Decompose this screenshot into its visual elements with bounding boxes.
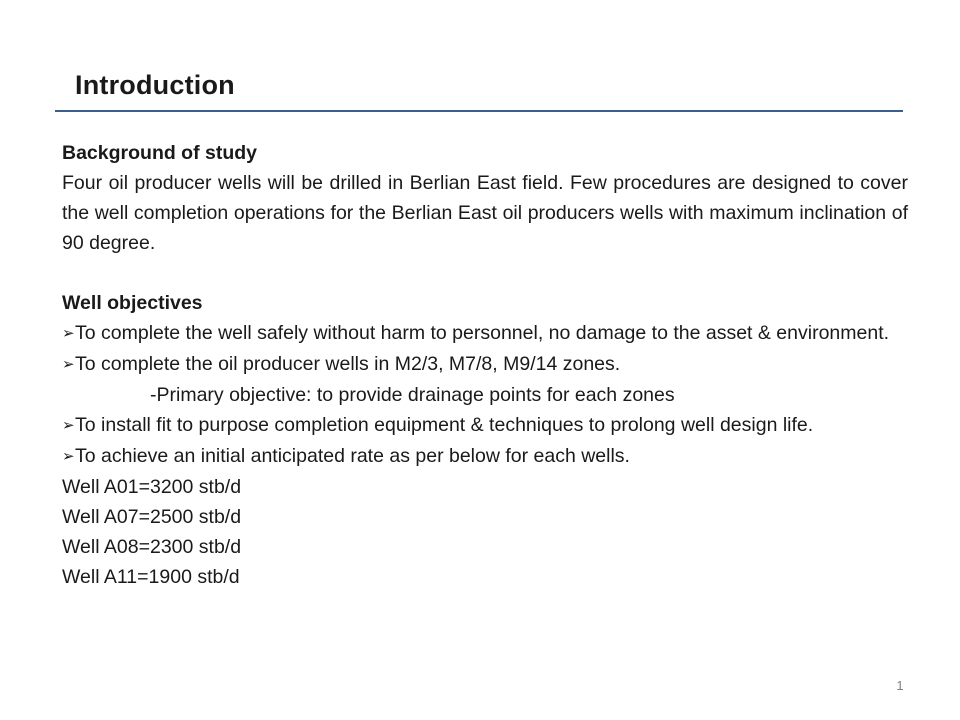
slide-title: Introduction (75, 70, 235, 100)
objective-text: To complete the oil producer wells in M2/3, M7/8, M9/14 zones. (75, 353, 621, 375)
spacer (62, 258, 908, 288)
slide-body (62, 138, 908, 592)
objective-text: To achieve an initial anticipated rate as per below for each wells. (75, 445, 630, 467)
arrow-bullet-icon: ➢ (62, 325, 75, 342)
arrow-bullet-icon: ➢ (62, 356, 75, 373)
rate-line: Well A01=3200 stb/d (62, 476, 242, 498)
title-divider (55, 110, 903, 112)
objective-item (62, 441, 908, 472)
arrow-bullet-icon: ➢ (62, 448, 75, 465)
objective-text: To complete the well safely without harm to personnel, no damage to the asset & environment. (75, 322, 890, 344)
page-number: 1 (896, 678, 904, 693)
objective-item (62, 349, 908, 380)
background-heading: Background of study (62, 142, 258, 164)
rate-line: Well A07=2500 stb/d (62, 506, 242, 528)
background-text: Four oil producer wells will be drilled in Berlian East field. Few procedures are designed to cover the well completion operations for the Berlian East oil producers wells with maximum inclination of 90 degree. (62, 172, 908, 254)
arrow-bullet-icon: ➢ (62, 417, 75, 434)
objectives-heading: Well objectives (62, 292, 203, 314)
rate-line: Well A11=1900 stb/d (62, 566, 240, 588)
objective-text: To install fit to purpose completion equipment & techniques to prolong well design life. (75, 414, 814, 436)
rate-line: Well A08=2300 stb/d (62, 536, 242, 558)
objective-sub-item: -Primary objective: to provide drainage points for each zones (150, 384, 675, 406)
objective-item (62, 318, 908, 349)
objective-item (62, 410, 908, 441)
